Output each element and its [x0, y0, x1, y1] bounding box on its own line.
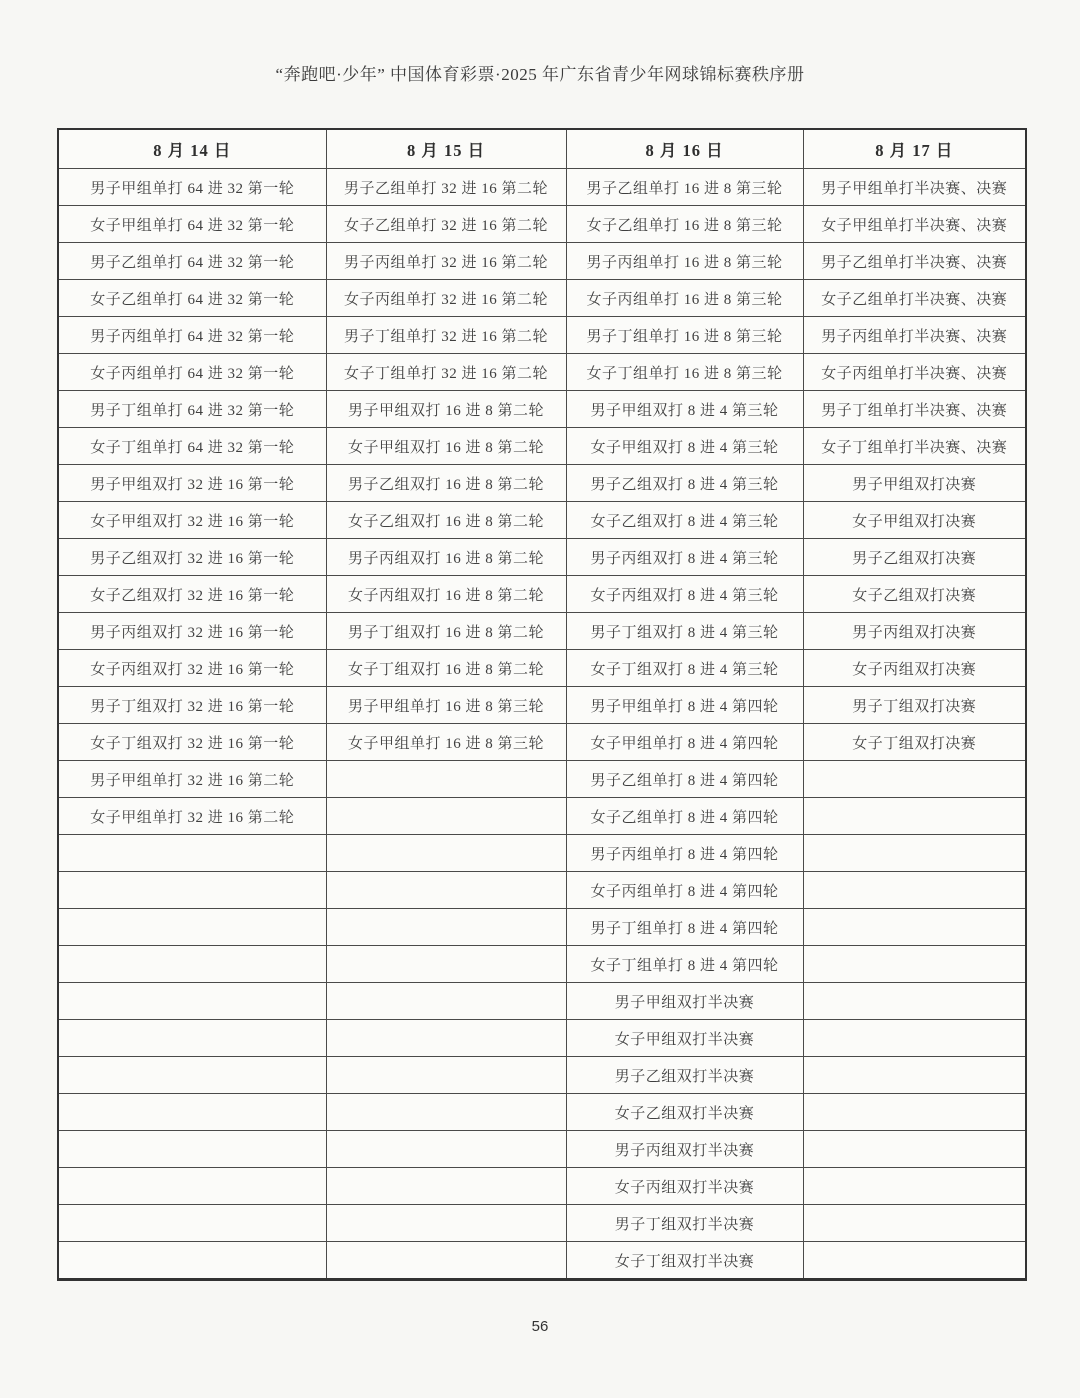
schedule-table-body: [58, 169, 1026, 1280]
schedule-cell: 女子甲组双打 32 进 16 第一轮: [58, 502, 326, 539]
table-row: [58, 687, 1026, 724]
table-row: [58, 354, 1026, 391]
schedule-cell-empty: [326, 1168, 566, 1205]
schedule-cell: 女子丙组单打 32 进 16 第二轮: [326, 280, 566, 317]
table-row: [58, 317, 1026, 354]
schedule-cell-empty: [326, 798, 566, 835]
column-header-date-1: 8 月 15 日: [326, 129, 566, 169]
schedule-cell-empty: [326, 909, 566, 946]
schedule-cell: 男子丁组单打半决赛、决赛: [803, 391, 1026, 428]
schedule-cell: 男子乙组双打 32 进 16 第一轮: [58, 539, 326, 576]
schedule-cell-empty: [58, 1057, 326, 1094]
schedule-cell: 女子甲组单打 32 进 16 第二轮: [58, 798, 326, 835]
schedule-cell: 女子甲组单打 64 进 32 第一轮: [58, 206, 326, 243]
schedule-cell: 男子乙组单打 8 进 4 第四轮: [566, 761, 803, 798]
table-row: [58, 798, 1026, 835]
schedule-cell: 女子丙组双打半决赛: [566, 1168, 803, 1205]
document-title: “奔跑吧·少年” 中国体育彩票·2025 年广东省青少年网球锦标赛秩序册: [275, 65, 805, 84]
schedule-cell: 女子丁组双打决赛: [803, 724, 1026, 761]
schedule-cell: 女子乙组双打 8 进 4 第三轮: [566, 502, 803, 539]
schedule-cell: 男子乙组单打 32 进 16 第二轮: [326, 169, 566, 206]
table-row: [58, 835, 1026, 872]
schedule-cell: 男子丙组双打 32 进 16 第一轮: [58, 613, 326, 650]
schedule-cell-empty: [326, 872, 566, 909]
schedule-cell: 女子乙组单打半决赛、决赛: [803, 280, 1026, 317]
schedule-cell-empty: [326, 761, 566, 798]
schedule-cell-empty: [58, 983, 326, 1020]
schedule-cell: 女子甲组双打决赛: [803, 502, 1026, 539]
table-row: [58, 1168, 1026, 1205]
table-row: [58, 280, 1026, 317]
schedule-cell: 女子丙组单打半决赛、决赛: [803, 354, 1026, 391]
schedule-cell: 女子丙组单打 16 进 8 第三轮: [566, 280, 803, 317]
table-row: [58, 1242, 1026, 1280]
column-header-date-2: 8 月 16 日: [566, 129, 803, 169]
schedule-cell: 女子丁组单打 8 进 4 第四轮: [566, 946, 803, 983]
schedule-cell: 男子丁组单打 32 进 16 第二轮: [326, 317, 566, 354]
schedule-cell: 男子乙组双打 16 进 8 第二轮: [326, 465, 566, 502]
schedule-cell: 女子乙组双打 32 进 16 第一轮: [58, 576, 326, 613]
schedule-cell: 男子丙组双打决赛: [803, 613, 1026, 650]
schedule-cell: 男子乙组单打半决赛、决赛: [803, 243, 1026, 280]
schedule-cell-empty: [803, 835, 1026, 872]
table-row: [58, 465, 1026, 502]
schedule-cell-empty: [58, 1205, 326, 1242]
page-number: 56: [531, 1318, 549, 1335]
schedule-cell: 男子乙组双打 8 进 4 第三轮: [566, 465, 803, 502]
table-row: [58, 613, 1026, 650]
schedule-cell: 男子乙组单打 64 进 32 第一轮: [58, 243, 326, 280]
schedule-cell-empty: [58, 835, 326, 872]
schedule-cell: 男子丙组单打 8 进 4 第四轮: [566, 835, 803, 872]
schedule-cell: 男子丁组双打决赛: [803, 687, 1026, 724]
column-header-date-0: 8 月 14 日: [58, 129, 326, 169]
schedule-cell-empty: [803, 1057, 1026, 1094]
table-row: [58, 428, 1026, 465]
table-row: [58, 539, 1026, 576]
schedule-cell-empty: [326, 1057, 566, 1094]
table-row: [58, 872, 1026, 909]
table-row: [58, 1131, 1026, 1168]
schedule-cell-empty: [803, 1094, 1026, 1131]
table-row: [58, 909, 1026, 946]
schedule-cell: 女子丁组双打 32 进 16 第一轮: [58, 724, 326, 761]
schedule-cell-empty: [803, 909, 1026, 946]
schedule-cell: 男子丙组单打 16 进 8 第三轮: [566, 243, 803, 280]
schedule-cell: 男子丁组双打半决赛: [566, 1205, 803, 1242]
schedule-table: [57, 128, 1027, 1281]
schedule-cell-empty: [326, 1094, 566, 1131]
schedule-cell: 男子丁组单打 8 进 4 第四轮: [566, 909, 803, 946]
schedule-cell-empty: [58, 1094, 326, 1131]
schedule-cell-empty: [803, 872, 1026, 909]
table-row: [58, 243, 1026, 280]
schedule-cell-empty: [58, 1242, 326, 1280]
schedule-cell-empty: [326, 1242, 566, 1280]
schedule-cell-empty: [326, 946, 566, 983]
schedule-cell-empty: [803, 946, 1026, 983]
table-row: [58, 761, 1026, 798]
schedule-table-head: [58, 129, 1026, 169]
schedule-cell: 男子丁组双打 32 进 16 第一轮: [58, 687, 326, 724]
schedule-cell: 女子丁组双打 16 进 8 第二轮: [326, 650, 566, 687]
schedule-cell: 男子甲组双打半决赛: [566, 983, 803, 1020]
schedule-cell-empty: [803, 1020, 1026, 1057]
schedule-cell: 男子乙组单打 16 进 8 第三轮: [566, 169, 803, 206]
schedule-cell: 女子丁组单打 32 进 16 第二轮: [326, 354, 566, 391]
schedule-cell: 女子甲组单打 8 进 4 第四轮: [566, 724, 803, 761]
schedule-cell: 男子甲组单打 64 进 32 第一轮: [58, 169, 326, 206]
table-row: [58, 983, 1026, 1020]
schedule-cell: 女子丙组双打决赛: [803, 650, 1026, 687]
schedule-cell: 女子丁组单打半决赛、决赛: [803, 428, 1026, 465]
schedule-cell: 男子丙组双打 8 进 4 第三轮: [566, 539, 803, 576]
schedule-cell: 女子丁组双打 8 进 4 第三轮: [566, 650, 803, 687]
schedule-cell: 女子丁组双打半决赛: [566, 1242, 803, 1280]
schedule-cell-empty: [326, 835, 566, 872]
table-row: [58, 1094, 1026, 1131]
schedule-cell: 女子乙组双打决赛: [803, 576, 1026, 613]
schedule-cell-empty: [58, 1020, 326, 1057]
schedule-cell: 男子乙组双打决赛: [803, 539, 1026, 576]
schedule-cell: 男子丙组单打 64 进 32 第一轮: [58, 317, 326, 354]
schedule-cell: 男子甲组单打 16 进 8 第三轮: [326, 687, 566, 724]
schedule-cell-empty: [803, 761, 1026, 798]
schedule-cell: 男子甲组单打 8 进 4 第四轮: [566, 687, 803, 724]
schedule-cell: 女子乙组双打半决赛: [566, 1094, 803, 1131]
schedule-cell-empty: [58, 1131, 326, 1168]
schedule-cell: 男子甲组双打决赛: [803, 465, 1026, 502]
schedule-cell-empty: [803, 798, 1026, 835]
schedule-cell: 女子甲组双打 8 进 4 第三轮: [566, 428, 803, 465]
schedule-cell: 男子甲组双打 16 进 8 第二轮: [326, 391, 566, 428]
schedule-cell: 男子丁组单打 16 进 8 第三轮: [566, 317, 803, 354]
schedule-cell-empty: [58, 872, 326, 909]
table-row: [58, 1057, 1026, 1094]
schedule-cell: 女子甲组双打半决赛: [566, 1020, 803, 1057]
schedule-cell: 男子丁组双打 8 进 4 第三轮: [566, 613, 803, 650]
table-row: [58, 724, 1026, 761]
schedule-cell: 男子甲组单打半决赛、决赛: [803, 169, 1026, 206]
schedule-cell: 女子乙组单打 32 进 16 第二轮: [326, 206, 566, 243]
schedule-cell: 男子甲组单打 32 进 16 第二轮: [58, 761, 326, 798]
column-header-date-3: 8 月 17 日: [803, 129, 1026, 169]
schedule-cell: 女子乙组单打 8 进 4 第四轮: [566, 798, 803, 835]
schedule-cell-empty: [326, 1131, 566, 1168]
schedule-cell: 女子甲组单打 16 进 8 第三轮: [326, 724, 566, 761]
table-row: [58, 391, 1026, 428]
schedule-cell: 女子丙组双打 8 进 4 第三轮: [566, 576, 803, 613]
schedule-cell: 女子乙组单打 16 进 8 第三轮: [566, 206, 803, 243]
schedule-cell: 男子丁组单打 64 进 32 第一轮: [58, 391, 326, 428]
schedule-cell: 女子丁组单打 16 进 8 第三轮: [566, 354, 803, 391]
table-row: [58, 169, 1026, 206]
schedule-cell: 女子丙组单打 8 进 4 第四轮: [566, 872, 803, 909]
schedule-cell-empty: [803, 1242, 1026, 1280]
schedule-cell: 女子丙组双打 32 进 16 第一轮: [58, 650, 326, 687]
schedule-cell-empty: [58, 946, 326, 983]
schedule-cell: 男子丁组双打 16 进 8 第二轮: [326, 613, 566, 650]
table-header-row: [58, 129, 1026, 169]
schedule-cell: 男子乙组双打半决赛: [566, 1057, 803, 1094]
table-row: [58, 946, 1026, 983]
table-row: [58, 650, 1026, 687]
schedule-cell: 女子乙组单打 64 进 32 第一轮: [58, 280, 326, 317]
schedule-cell-empty: [803, 1131, 1026, 1168]
schedule-cell-empty: [803, 1168, 1026, 1205]
schedule-cell-empty: [58, 1168, 326, 1205]
table-row: [58, 1020, 1026, 1057]
schedule-cell: 男子丙组单打 32 进 16 第二轮: [326, 243, 566, 280]
schedule-cell: 女子甲组双打 16 进 8 第二轮: [326, 428, 566, 465]
table-row: [58, 206, 1026, 243]
schedule-cell: 女子乙组双打 16 进 8 第二轮: [326, 502, 566, 539]
schedule-cell: 男子甲组双打 32 进 16 第一轮: [58, 465, 326, 502]
schedule-cell-empty: [326, 983, 566, 1020]
schedule-cell-empty: [803, 983, 1026, 1020]
schedule-cell: 女子甲组单打半决赛、决赛: [803, 206, 1026, 243]
schedule-cell-empty: [326, 1205, 566, 1242]
schedule-cell-empty: [803, 1205, 1026, 1242]
schedule-cell: 男子丙组双打半决赛: [566, 1131, 803, 1168]
table-row: [58, 502, 1026, 539]
schedule-cell: 女子丙组双打 16 进 8 第二轮: [326, 576, 566, 613]
schedule-cell: 男子甲组双打 8 进 4 第三轮: [566, 391, 803, 428]
schedule-cell: 女子丙组单打 64 进 32 第一轮: [58, 354, 326, 391]
schedule-cell-empty: [58, 909, 326, 946]
schedule-cell: 男子丙组单打半决赛、决赛: [803, 317, 1026, 354]
schedule-cell: 男子丙组双打 16 进 8 第二轮: [326, 539, 566, 576]
table-row: [58, 576, 1026, 613]
schedule-cell-empty: [326, 1020, 566, 1057]
table-row: [58, 1205, 1026, 1242]
schedule-cell: 女子丁组单打 64 进 32 第一轮: [58, 428, 326, 465]
